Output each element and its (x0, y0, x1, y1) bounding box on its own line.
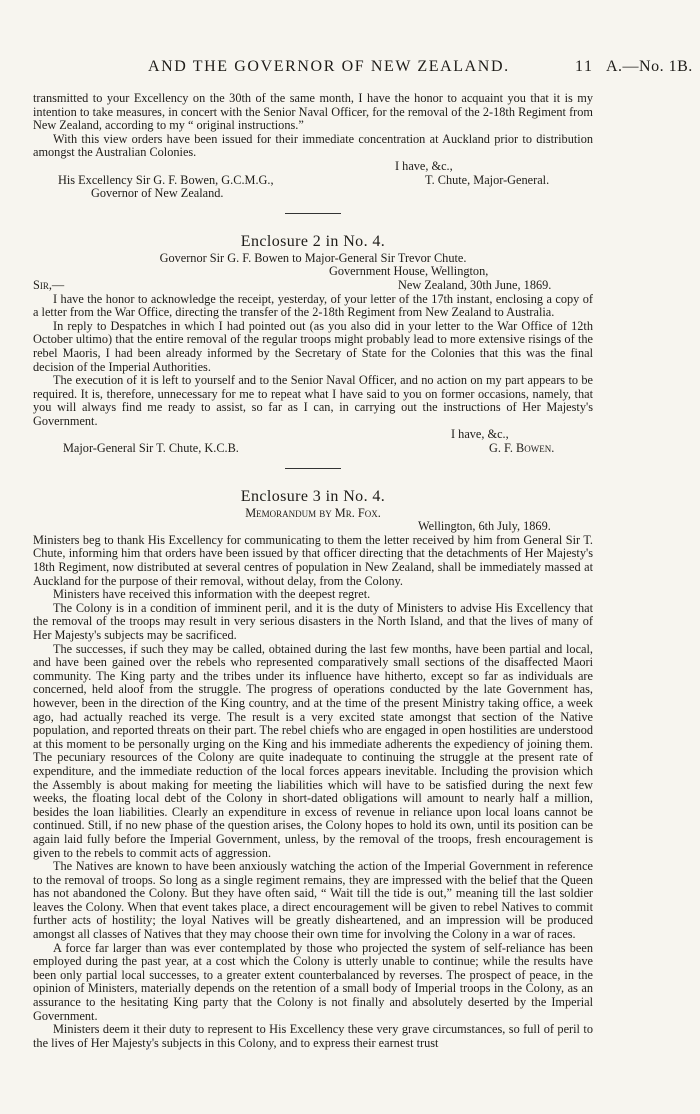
enclosure-2-subtitle: Governor Sir G. F. Bowen to Major-General Sir Trevor Chute. (159, 250, 467, 265)
enclosure-2-paragraph: The execution of it is left to yourself and to the Senior Naval Officer, and no action on my part appears to be required. It is, therefore, unnecessary for me to repeat what I have said to you on former occasions, namely, that you will always find me ready to assist, so far as I can, in carrying out the instructions of Her Majesty's Government. (33, 373, 593, 428)
enclosure-3-title: Enclosure 3 in No. 4. (240, 487, 386, 505)
running-head-title: AND THE GOVERNOR OF NEW ZEALAND. (148, 58, 510, 75)
closing-formula: I have, &c., (395, 158, 453, 173)
memorandum-paragraph: Ministers have received this information with the deepest regret. (53, 587, 371, 602)
opening-closing-row (33, 160, 593, 174)
enclosure-3-subtitle: Memorandum by Mr. Fox. (245, 505, 381, 520)
enclosure-2-paragraph: I have the honor to acknowledge the receipt, yesterday, of your letter of the 17th instant, enclosing a copy of a letter from the War Office, directing the transfer of the 2-18th Regiment from New Zealand to Australia. (33, 291, 593, 320)
opening-addressee-title-row (33, 187, 593, 201)
paper-reference: A.—No. 1B. (606, 58, 693, 75)
memorandum-paragraph: Ministers deem it their duty to represent to His Excellency these very grave circumstances, so full of peril to the lives of Her Majesty's subjects in this Colony, and to express their earnest trust (33, 1022, 593, 1050)
memorandum-paragraph: A force far larger than was ever contemplated by those who projected the system of self-reliance has been employed during the past year, at a cost which the Colony is utterly unable to continue; while the results have been only partial local successes, to a greater extent counterbalanced by reverses. The prospect of peace, in the opinion of Ministers, materially depends on the retention of a small body of Imperial troops in the Colony, as an assurance to the hesitating King party that the Colony is not finally and absolutely deserted by the Imperial Government. (33, 940, 593, 1023)
page-number: 11 (575, 58, 594, 75)
place-date: Wellington, 6th July, 1869. (418, 519, 551, 534)
enclosure-2-closing-row (33, 428, 593, 442)
place-line-2: New Zealand, 30th June, 1869. (398, 277, 552, 292)
signature: T. Chute, Major-General. (425, 172, 550, 187)
opening-paragraph-2: With this view orders have been issued for their immediate concentration at Auckland prior to distribution amongst the Australian Colonies. (33, 131, 593, 160)
salutation: Sir,— (33, 277, 65, 292)
addressee-title: Governor of New Zealand. (91, 186, 224, 201)
memorandum-paragraph: The successes, if such they may be called, obtained during the last few months, have been partial and local, and have been gained over the rebels who represented comparatively small sections of the disaffected Maori community. The King party and the tribes under its influence have hitherto, except so far as individuals are concerned, held aloof from the struggle. The progress of operations conducted by the late Government has, however, been in the direction of the King country, and at the time of the present Ministry taking office, a week ago, had actually reached its verge. The result is a very excited state amongst that section of the Native population, and reported threats on their part. The rebel chiefs who are engaged in open hostilities are understood at this moment to be personally urging on the King and his immediate adherents the expediency of joining them. The pecuniary resources of the Colony are quite inadequate to continuing the struggle at the present rate of expenditure, and the immediate reduction of the local forces appears inevitable. Including the provision which the Assembly is about making for meeting the liabilities which will have to be satisfied during the next few weeks, the floating local debt of the Colony in short-dated obligations will amount to nearly half a million, besides the loan liabilities. Clearly an expenditure in excess of revenue in reliance upon local loans cannot be continued. Still, if no new phase of the question arises, the Colony hopes to hold its own, until its position can be again laid fully before the Imperial Government, unless, by the removal of the troops, fresh encouragement is given to the rebels to commit acts of aggression. (33, 641, 593, 860)
memorandum-paragraph: Ministers beg to thank His Excellency for communicating to them the letter received by him from General Sir T. Chute, informing him that orders have been issued by that officer directing that the detachments of Her Majesty's 18th Regiment, now distributed at several centres of population in New Zealand, shall be immediately massed at Auckland for the purpose of their removal, without delay, from the Colony. (33, 532, 593, 588)
enclosure-2-place-row (33, 265, 593, 279)
place-line-1: Government House, Wellington, (329, 264, 489, 279)
addressee: Major-General Sir T. Chute, K.C.B. (63, 441, 239, 456)
section-divider (285, 213, 341, 214)
enclosure-2-title: Enclosure 2 in No. 4. (240, 232, 386, 250)
enclosure-2-paragraph: In reply to Despatches in which I had pointed out (as you also did in your letter to the War Office of 12th October ultimo) that the entire removal of the regular troops might probably lead to more extensive risings of the rebel Maoris, I had been already informed by the Secretary of State for the Colonies that this was the final decision of the Imperial Authorities. (33, 318, 593, 374)
enclosure-3-date-row (33, 520, 593, 534)
section-divider (285, 468, 341, 469)
memorandum-paragraph: The Natives are known to have been anxiously watching the action of the Imperial Government in reference to the removal of troops. So long as a single regiment remains, they are impressed with the belief that the Queen has not abandoned the Colony. But they have often said, “ Wait till the tide is out,” meaning till the last soldier leaves the Colony. When that event takes place, a direct encouragement will be given to rebel Natives to commit further acts of hostility; the loyal Natives will be greatly disheartened, and an impression will be produced amongst all classes of Natives that they may choose their own time for involving the Colony in a war of races. (33, 859, 593, 942)
document-body (33, 92, 593, 1050)
opening-paragraph: transmitted to your Excellency on the 30th of the same month, I have the honor to acquaint you that it is my intention to take measures, in concert with the Senior Naval Officer, for the removal of the 2-18th Regiment from New Zealand, according to my “ original instructions.” (33, 91, 593, 133)
running-header (0, 58, 700, 82)
enclosure-2-addressee-row (33, 442, 593, 456)
enclosure-2-salutation-row (33, 279, 593, 293)
closing-formula: I have, &c., (451, 427, 509, 442)
signature: G. F. Bowen. (489, 441, 555, 456)
addressee: His Excellency Sir G. F. Bowen, G.C.M.G., (58, 172, 274, 187)
memorandum-paragraph: The Colony is in a condition of imminent peril, and it is the duty of Ministers to advise His Excellency that the removal of the troops may result in very serious disasters in the North Island, and that the lives of many of Her Majesty's subjects may be sacrificed. (33, 600, 593, 642)
opening-addressee-row (33, 174, 593, 188)
